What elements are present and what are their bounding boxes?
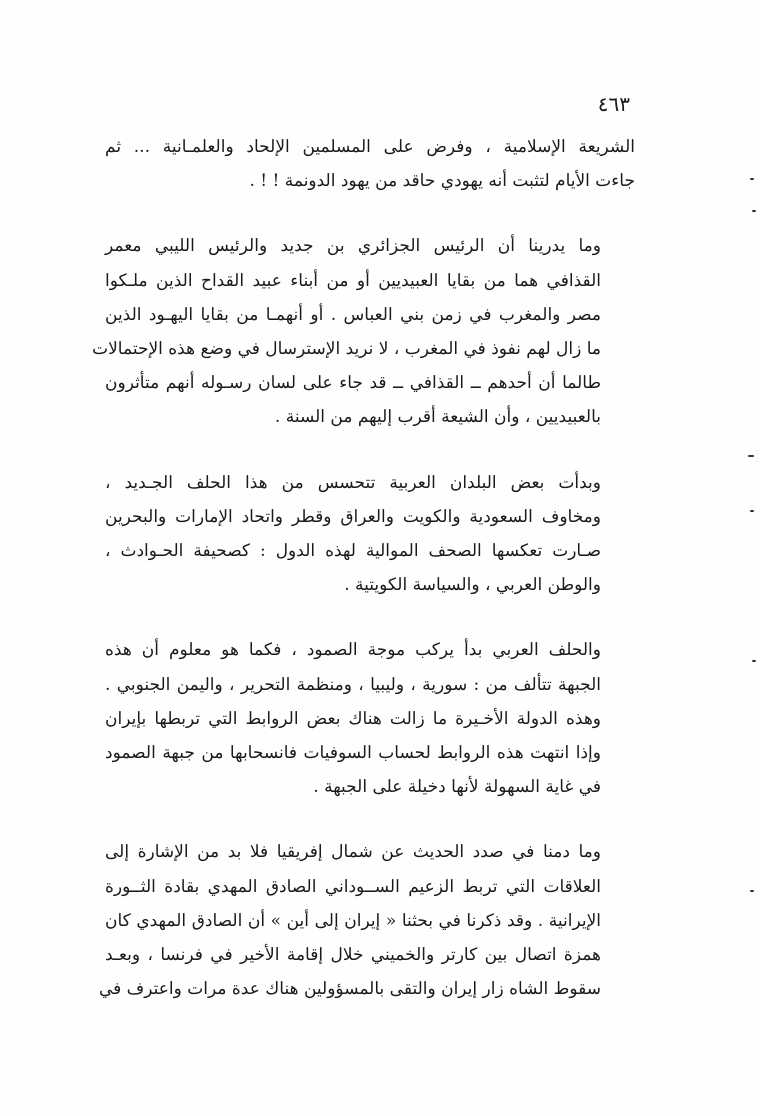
page-body	[92, 130, 635, 1006]
text-line: القذافي هما من بقايا العبيديين أو من أبناء عبيد القداح الذين ملـكوا	[105, 270, 601, 291]
text-line: سقوط الشاه زار إيران والتقى بالمسؤولين هناك عدة مرات واعترف في	[98, 979, 601, 1000]
text-line: صـارت تعكسها الصحف الموالية لهذه الدول : كصحيفة الحـوادث ،	[105, 541, 601, 562]
paragraph-3	[105, 466, 635, 603]
text-line: وهذه الدولة الأخـيرة ما زالت هناك بعض الروابط التي تربطها بإيران	[105, 708, 601, 729]
text-line: ومخاوف السعودية والكويت والعراق وقطر واتحاد الإمارات والبحرين	[105, 506, 601, 527]
text-line: وبدأت بعض البلدان العربية تتحسس من هذا الحلف الجـديد ،	[105, 472, 601, 493]
text-line: همزة اتصال بين كارتر والخميني خلال إقامة الأخير في فرنسا ، وبعـد	[105, 945, 601, 966]
text-line: وما يدرينا أن الرئيس الجزائري بن جديد والرئيس الليبي معمر	[105, 236, 601, 257]
text-line: بالعبيديين ، وأن الشيعة أقرب إليهم من السنة .	[274, 407, 601, 428]
text-line: الإيرانية . وقد ذكرنا في بحثنا « إيران إلى أين » أن الصادق المهدي كان	[105, 910, 601, 931]
text-line: والوطن العربي ، والسياسة الكويتية .	[344, 575, 601, 596]
text-line: وإذا انتهت هذه الروابط لحساب السوفيات فانسحابها من جبهة الصمود	[105, 743, 601, 764]
scan-speck	[750, 510, 754, 512]
text-line: الجبهة تتألف من : سورية ، وليبيا ، ومنظمة التحرير ، واليمن الجنوبي .	[105, 674, 601, 695]
scan-speck	[750, 178, 754, 180]
scan-speck	[748, 455, 754, 457]
text-line: في غاية السهولة لأنها دخيلة على الجبهة .	[313, 777, 601, 798]
text-line: مصر والمغرب في زمن بني العباس . أو أنهمـا من بقايا اليهـود الذين	[105, 304, 601, 325]
text-line: العلاقات التي تربط الزعيم الســوداني الصادق المهدي بقادة الثــورة	[105, 876, 601, 897]
paragraph-5	[98, 835, 635, 1006]
text-line: طالما أن أحدهم ــ القذافي ــ قد جاء على لسان رسـوله أنهم متأثرون	[105, 373, 601, 394]
text-line: وما دمنا في صدد الحديث عن شمال إفريقيا فلا بد من الإشارة إلى	[105, 842, 601, 863]
text-line: الشريعة الإسلامية ، وفرض على المسلمين الإلحاد والعلمـانية ... ثم	[105, 137, 635, 157]
scan-speck	[752, 210, 756, 212]
text-line: ما زال لهم نفوذ في المغرب ، لا نريد الإسترسال في وضع هذه الإحتمالات	[92, 339, 601, 360]
scan-speck	[752, 660, 756, 662]
scan-speck	[750, 890, 754, 892]
page-number: ٤٦٣	[597, 92, 630, 116]
paragraph-4	[105, 633, 635, 804]
paragraph-2	[92, 229, 635, 434]
text-line: والحلف العربي بدأ يركب موجة الصمود ، فكما هو معلوم أن هذه	[105, 640, 601, 661]
paragraph-1	[105, 130, 635, 198]
text-line: جاءت الأيام لتثبت أنه يهودي حاقد من يهود الدونمة ! ! .	[249, 171, 635, 192]
